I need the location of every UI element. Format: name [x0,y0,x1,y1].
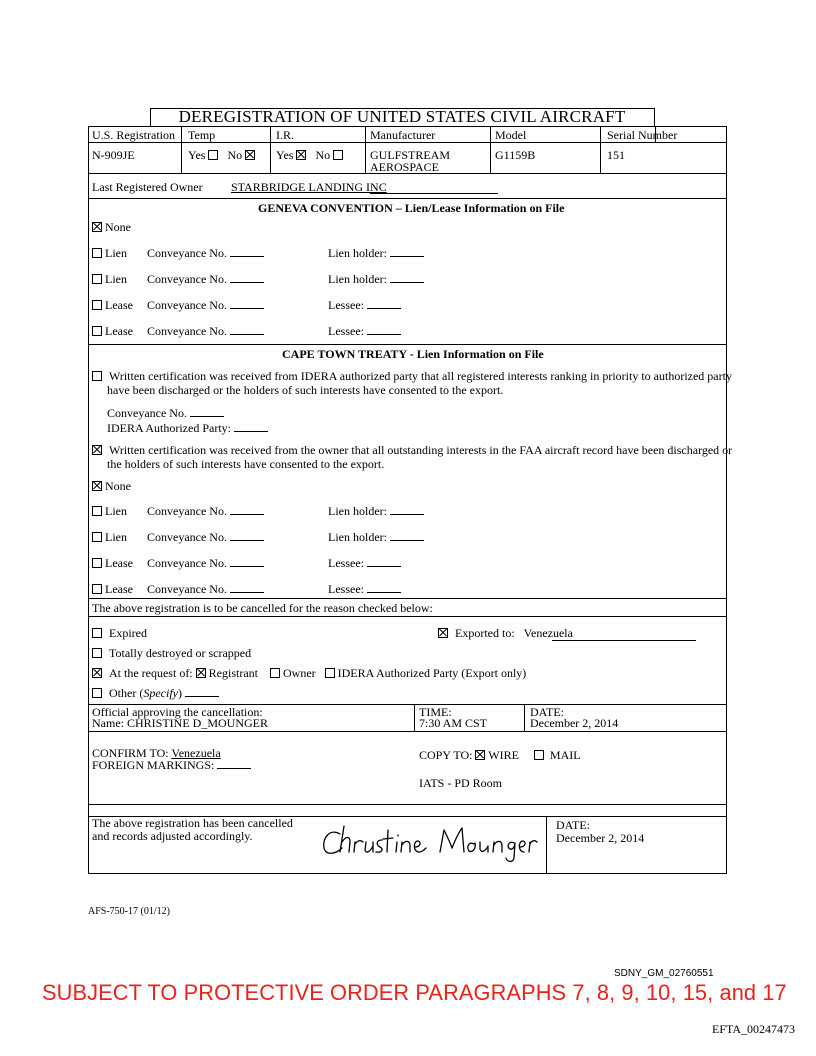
ir-no-label: No [315,148,331,162]
cape-cert1-checkbox[interactable] [92,371,102,381]
date-label: DATE: [530,705,564,719]
ir-options [276,148,343,163]
cape-cert2-checkbox[interactable] [92,445,102,455]
other-close: ) [177,686,182,700]
other-blank[interactable] [185,687,219,697]
ir-no-checkbox[interactable] [333,150,343,160]
geneva-row [92,272,127,287]
idera-label: IDERA Authorized Party (Export only) [337,666,527,680]
ir-yes-label: Yes [276,148,294,162]
cape-row-checkbox[interactable] [92,584,102,594]
exported-value: Venezuela [523,626,573,640]
cape-row-type: Lease [105,556,133,570]
request-checkbox[interactable] [92,668,102,678]
cape-row-checkbox[interactable] [92,532,102,542]
owner-label: Last Registered Owner [92,180,203,194]
geneva-row-type: Lien [105,272,127,286]
cape-cert2 [92,443,732,458]
cape-row [92,582,133,597]
form-number: AFS-750-17 (01/12) [88,906,170,917]
serial-value: 151 [607,148,625,162]
iats-label: IATS - PD Room [419,776,503,790]
model-value: G1159B [495,148,536,162]
geneva-row [92,246,127,261]
registrant-label: Registrant [208,666,258,680]
wire-label: WIRE [488,748,519,762]
temp-yes-label: Yes [188,148,206,162]
official-name: Name: CHRISTINE D_MOUNGER [92,716,268,730]
specify-label: Specify [143,686,178,700]
cape-cert2-line2: the holders of such interests have consented to the export. [107,457,385,471]
label-ir: I.R. [276,128,294,142]
owner-option-label: Owner [282,666,316,680]
cape-row-type: Lease [105,582,133,596]
copy-to-label: COPY TO: [419,748,473,762]
geneva-row-type: Lease [105,298,133,312]
geneva-holder: Lessee: [328,298,401,313]
mail-checkbox[interactable] [534,750,544,760]
cape-row-type: Lien [105,504,127,518]
cape-row [92,530,127,545]
geneva-row-checkbox[interactable] [92,300,102,310]
cape-row [92,504,127,519]
cape-idera: IDERA Authorized Party: [107,421,268,436]
geneva-conv: Conveyance No. [147,246,264,261]
cancelled-date-label: DATE: [556,818,590,832]
temp-no-label: No [227,148,243,162]
label-serial: Serial Number [607,128,678,142]
geneva-holder: Lien holder: [328,272,424,287]
label-manufacturer: Manufacturer [370,128,436,142]
geneva-conv: Conveyance No. [147,324,264,339]
reason-request [92,666,526,681]
geneva-row-checkbox[interactable] [92,274,102,284]
cape-holder: Lien holder: [328,504,424,519]
cape-none-label: None [105,479,131,493]
cape-heading: CAPE TOWN TREATY - Lien Information on File [282,347,544,361]
reason-other [92,686,219,701]
cape-holder: Lien holder: [328,530,424,545]
registrant-checkbox[interactable] [196,668,206,678]
mail-label: MAIL [549,748,581,762]
date-value: December 2, 2014 [530,716,619,730]
cape-holder: Lessee: [328,556,401,571]
manufacturer-line1: GULFSTREAM [370,148,451,162]
temp-yes-checkbox[interactable] [208,150,218,160]
geneva-row-type: Lien [105,246,127,260]
geneva-row-checkbox[interactable] [92,248,102,258]
efta-number: EFTA_00247473 [712,1022,796,1036]
cape-conv: Conveyance No. [147,582,264,597]
cape-none [92,479,131,494]
reason-intro: The above registration is to be cancelled for the reason checked below: [92,601,433,615]
cape-cert1 [92,369,732,384]
destroyed-checkbox[interactable] [92,648,102,658]
ir-yes-checkbox[interactable] [296,150,306,160]
expired-label: Expired [109,626,147,640]
cape-cert1-line2: have been discharged or the holders of such interests have consented to the export. [107,383,504,397]
geneva-none-checkbox[interactable] [92,222,102,232]
bates-number: SDNY_GM_02760551 [614,968,714,979]
confirm-value: Venezuela [171,746,221,760]
cape-row-checkbox[interactable] [92,558,102,568]
cape-cert2-line1: Written certification was received from the owner that all outstanding interests in the FAA aircraft record have been discharged or [109,443,733,457]
request-label: At the request of: [109,666,193,680]
geneva-holder: Lien holder: [328,246,424,261]
foreign-markings [92,758,251,773]
cape-conv: Conveyance No. [147,504,264,519]
cape-none-checkbox[interactable] [92,481,102,491]
geneva-row-checkbox[interactable] [92,326,102,336]
manufacturer-line2: AEROSPACE [370,160,439,174]
label-temp: Temp [188,128,216,142]
official-label: Official approving the cancellation: [92,705,263,719]
geneva-row [92,324,133,339]
signature [318,816,540,864]
cape-conveyance: Conveyance No. [107,406,224,421]
geneva-conv: Conveyance No. [147,298,264,313]
geneva-holder: Lessee: [328,324,401,339]
destroyed-label: Totally destroyed or scrapped [109,646,252,660]
cape-conv: Conveyance No. [147,556,264,571]
time-value: 7:30 AM CST [419,716,488,730]
reason-expired [92,626,147,641]
cape-cert1-line1: Written certification was received from IDERA authorized party that all registered interests ranking in priority to authorized party [109,369,732,383]
cape-row-checkbox[interactable] [92,506,102,516]
geneva-heading: GENEVA CONVENTION – Lien/Lease Information on File [258,201,565,215]
label-registration: U.S. Registration [92,128,175,142]
reason-exported [438,626,573,641]
idera-checkbox[interactable] [325,668,335,678]
cape-holder: Lessee: [328,582,401,597]
copy-to [419,748,581,763]
cancelled-line2: and records adjusted accordingly. [92,829,253,843]
cancelled-date-value: December 2, 2014 [556,831,645,845]
label-model: Model [495,128,527,142]
exported-checkbox[interactable] [438,628,448,638]
geneva-row-type: Lease [105,324,133,338]
geneva-none-label: None [105,220,131,234]
exported-label: Exported to: [455,626,515,640]
expired-checkbox[interactable] [92,628,102,638]
cape-row [92,556,133,571]
other-checkbox[interactable] [92,688,102,698]
owner-value: STARBRIDGE LANDING INC [231,180,387,194]
other-label: Other ( [109,686,144,700]
cape-row-type: Lien [105,530,127,544]
time-label: TIME: [419,705,452,719]
registration-value: N-909JE [92,148,135,162]
cancelled-line1: The above registration has been cancelled [92,816,293,830]
cape-conv: Conveyance No. [147,530,264,545]
foreign-label: FOREIGN MARKINGS: [92,758,215,772]
geneva-none [92,220,131,235]
reason-destroyed [92,646,251,661]
geneva-row [92,298,133,313]
form-title: DEREGISTRATION OF UNITED STATES CIVIL AIRCRAFT [178,107,626,126]
confirm-label: CONFIRM TO: [92,746,169,760]
wire-checkbox[interactable] [475,750,485,760]
temp-no-checkbox[interactable] [245,150,255,160]
geneva-conv: Conveyance No. [147,272,264,287]
owner-checkbox[interactable] [270,668,280,678]
temp-options [188,148,255,163]
protective-order-notice: SUBJECT TO PROTECTIVE ORDER PARAGRAPHS 7, 8, 9, 10, 15, and 17 [42,980,787,1005]
